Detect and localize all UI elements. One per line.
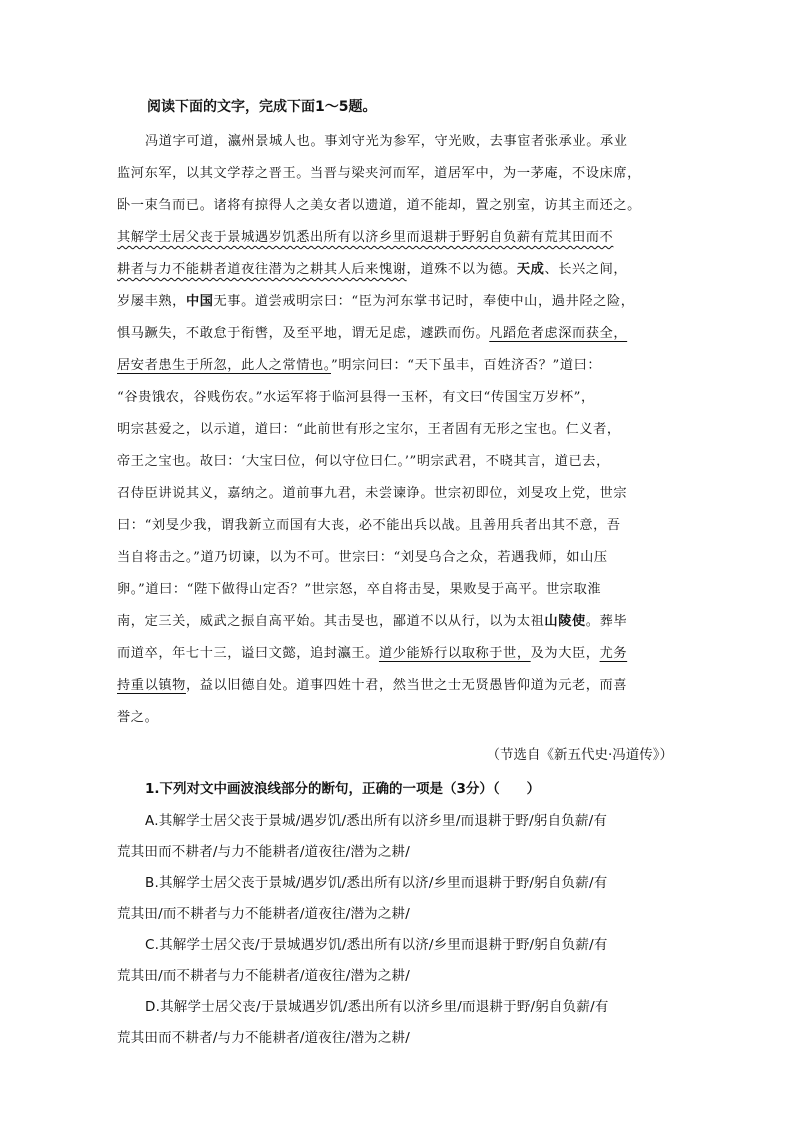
passage-text: 岁屡丰熟，	[117, 294, 186, 309]
option-b-continued: 荒其田/而不耕者与力不能耕者/道夜往/潜为之耕/	[117, 906, 410, 922]
passage-line	[117, 254, 677, 286]
passage-line	[117, 318, 677, 350]
passage-line	[117, 606, 677, 638]
passage-line: 明宗甚爱之，以示道，道曰：“此前世有形之宝尔，王者固有无形之宝也。仁义者，	[117, 422, 621, 437]
passage-line: 卵。”道曰：“陛下做得山定否？”世宗怒，卒自将击旻，果败旻于高平。世宗取淮	[117, 582, 602, 597]
passage-line: 誉之。	[117, 710, 159, 725]
passage-line	[117, 670, 677, 702]
underlined-text: 凡蹈危者虑深而获全，	[489, 326, 628, 341]
underlined-text: 道少能矫行以取称于世，	[378, 646, 531, 661]
passage-line	[117, 350, 677, 382]
question-1	[117, 772, 677, 1054]
bold-term: 天成	[516, 262, 545, 277]
passage-text: ，道殊不以为德。	[406, 262, 517, 277]
passage-line: 曰：“刘旻少我，谓我新立而国有大丧，必不能出兵以战。且善用兵者出其不意，吾	[117, 518, 621, 533]
underlined-text: 尤务	[599, 646, 628, 661]
passage-line: 当自将击之。”道乃切谏，以为不可。世宗曰：“刘旻乌合之众，若遇我师，如山压	[117, 550, 608, 565]
passage-text: 及为大臣，	[530, 646, 600, 661]
wavy-underlined-text: 耕者与力不能耕者道夜往潜为之耕其人后来愧谢	[117, 262, 407, 277]
underlined-text: 持重以镇物	[117, 678, 186, 693]
option-b: B.其解学士居父丧于景城/遇岁饥/悉出所有以济/乡里而退耕于野/躬自负薪/有	[145, 875, 608, 891]
passage-text: 惧马蹶失，不敢怠于衔辔，及至平地，谓无足虑，遽跌而伤。	[117, 326, 490, 341]
passage-line: “谷贵饿农，谷贱伤农。”水运军将于临河县得一玉杯，有文曰“传国宝万岁杯”，	[117, 390, 595, 405]
option-c-continued: 荒其田/而不耕者与力不能耕者/道夜往/潜为之耕/	[117, 968, 410, 984]
question-title: 1.下列对文中画波浪线部分的断句，正确的一项是（3分）（ ）	[145, 781, 541, 797]
bold-term: 中国	[185, 294, 214, 309]
source-citation: （节选自《新五代史·冯道传》）	[486, 747, 673, 763]
option-d: D.其解学士居父丧/于景城遇岁饥/悉出所有以济乡里/而退耕于野/躬自负薪/有	[145, 999, 609, 1015]
passage-text: 。葬毕	[585, 614, 628, 629]
wavy-underlined-text: 其解学士居父丧于景城遇岁饥悉出所有以济乡里而退耕于野躬自负薪有荒其田而不	[117, 230, 614, 245]
option-d-continued: 荒其田而不耕者/与力不能耕者/道夜往/潜为之耕/	[117, 1030, 410, 1046]
document-content	[117, 96, 677, 1054]
passage-line	[117, 286, 677, 318]
passage-text: 南，定三关，威武之振自高平始。其击旻也，鄙道不以从行，以为太祖	[117, 614, 545, 629]
passage-line: 冯道字可道，瀛州景城人也。事刘守光为参军，守光败，去事宦者张承业。承业	[145, 134, 628, 149]
passage	[117, 126, 677, 734]
reading-instruction: 阅读下面的文字，完成下面1～5题。	[147, 99, 377, 115]
passage-text: ”明宗问曰：“天下虽丰，百姓济否？”道曰：	[331, 358, 602, 373]
passage-text: 而道卒，年七十三，谥曰文懿，追封瀛王。	[117, 646, 379, 661]
passage-line: 帝王之宝也。故曰：‘大宝曰位，何以守位曰仁。’”明宗武君，不晓其言，道已去，	[117, 454, 610, 469]
bold-term: 山陵使	[544, 614, 586, 629]
passage-text: 无事。道尝戒明宗曰：“臣为河东掌书记时，奉使中山，過井陉之险，	[213, 294, 635, 309]
passage-text: ，益以旧德自处。道事四姓十君，然当世之士无贤愚皆仰道为元老，而喜	[185, 678, 628, 693]
option-c: C.其解学士居父丧/于景城遇岁饥/悉出所有以济/乡里而退耕于野/躬自负薪/有	[145, 937, 608, 953]
passage-text: 、长兴之间，	[544, 262, 628, 277]
passage-line: 卧一束刍而已。诸将有掠得人之美女者以遗道，道不能却，置之别室，访其主而还之。	[117, 198, 641, 213]
passage-line	[117, 222, 677, 254]
underlined-text: 居安者患生于所忽，此人之常情也。	[117, 358, 331, 373]
passage-line: 监河东军，以其文学荐之晋王。当晋与梁夹河而军，道居军中，为一茅庵，不设床席，	[117, 166, 641, 181]
passage-line: 召侍臣讲说其义，嘉纳之。道前事九君，未尝谏诤。世宗初即位，刘旻攻上党，世宗	[117, 486, 628, 501]
option-a-continued: 荒其田而不耕者/与力不能耕者/道夜往/潜为之耕/	[117, 844, 410, 860]
option-a: A.其解学士居父丧于景城/遇岁饥/悉出所有以济乡里/而退耕于野/躬自负薪/有	[145, 813, 608, 829]
passage-line	[117, 638, 677, 670]
